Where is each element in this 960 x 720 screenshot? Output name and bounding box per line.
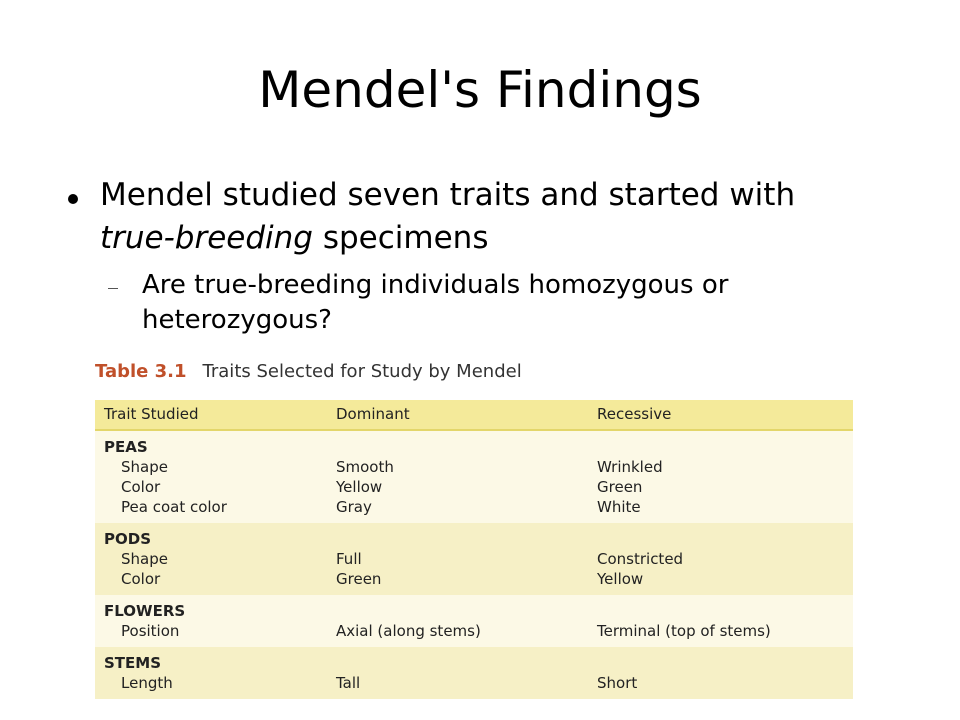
trait-cell: Pea coat color xyxy=(121,498,227,516)
recessive-cell: White xyxy=(597,498,641,516)
recessive-cell: Yellow xyxy=(597,570,644,588)
bullet-text-end: specimens xyxy=(313,220,489,256)
header-trait: Trait Studied xyxy=(104,405,199,423)
table-caption xyxy=(95,360,522,384)
table-header-row xyxy=(95,400,853,431)
dominant-cell: Full xyxy=(336,550,362,568)
bullet-text-start: Mendel studied seven traits and started with xyxy=(100,177,796,213)
group-title-row xyxy=(95,529,853,549)
recessive-cell: Wrinkled xyxy=(597,458,663,476)
table-row xyxy=(95,457,853,477)
recessive-cell: Constricted xyxy=(597,550,684,568)
recessive-cell: Green xyxy=(597,478,643,496)
table-row xyxy=(95,477,853,497)
group-title-row xyxy=(95,437,853,457)
table-row xyxy=(95,549,853,569)
main-bullet-text xyxy=(100,174,860,260)
table-number: Table 3.1 xyxy=(95,361,187,382)
table-group-pods xyxy=(95,523,853,595)
recessive-cell: Terminal (top of stems) xyxy=(597,622,771,640)
table-title: Traits Selected for Study by Mendel xyxy=(202,361,522,382)
bullet-emphasis: true-breeding xyxy=(100,220,313,256)
table-row xyxy=(95,621,853,641)
trait-cell: Color xyxy=(121,478,161,496)
dominant-cell: Gray xyxy=(336,498,372,516)
trait-cell: Length xyxy=(121,674,173,692)
recessive-cell: Short xyxy=(597,674,638,692)
table-group-stems xyxy=(95,647,853,699)
group-title: PEAS xyxy=(104,438,148,456)
table-group-peas xyxy=(95,431,853,523)
dominant-cell: Green xyxy=(336,570,382,588)
slide-title: Mendel's Findings xyxy=(258,61,702,119)
table-row xyxy=(95,569,853,589)
table-row xyxy=(95,673,853,693)
table-row xyxy=(95,497,853,517)
trait-cell: Color xyxy=(121,570,161,588)
dash-bullet-icon xyxy=(108,288,118,289)
dominant-cell: Tall xyxy=(336,674,361,692)
dominant-cell: Smooth xyxy=(336,458,394,476)
bullet-dot-icon xyxy=(68,194,78,204)
dominant-cell: Axial (along stems) xyxy=(336,622,481,640)
header-recessive: Recessive xyxy=(597,405,672,423)
trait-cell: Shape xyxy=(121,550,168,568)
table-group-flowers xyxy=(95,595,853,647)
dominant-cell: Yellow xyxy=(336,478,383,496)
group-title: STEMS xyxy=(104,654,162,672)
traits-table xyxy=(95,400,853,699)
group-title: PODS xyxy=(104,530,151,548)
trait-cell: Position xyxy=(121,622,180,640)
header-dominant: Dominant xyxy=(336,405,410,423)
sub-bullet-text: Are true-breeding individuals homozygous or heterozygous? xyxy=(142,270,729,335)
trait-cell: Shape xyxy=(121,458,168,476)
group-title-row xyxy=(95,653,853,673)
group-title-row xyxy=(95,601,853,621)
group-title: FLOWERS xyxy=(104,602,186,620)
